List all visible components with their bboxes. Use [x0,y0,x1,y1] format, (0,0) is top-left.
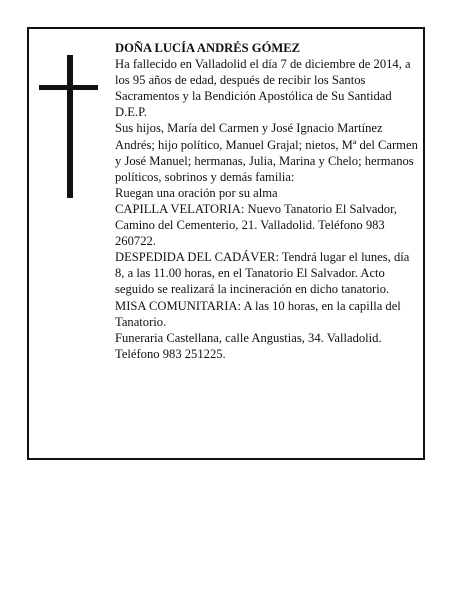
community-mass-info: MISA COMUNITARIA: A las 10 horas, en la capilla del Tanatorio. [115,298,401,329]
funeral-chapel-info: CAPILLA VELATORIA: Nuevo Tanatorio El Salvador, Camino del Cementerio, 21. Valladolid. Teléfono 983 260722. [115,201,397,249]
funeral-home-info: Funeraria Castellana, calle Angustias, 34. Valladolid. Teléfono 983 251225. [115,330,382,361]
notice-body [115,40,419,362]
deceased-name: DOÑA LUCÍA ANDRÉS GÓMEZ [115,41,301,55]
prayer-request: Ruegan una oración por su alma [115,185,278,200]
farewell-info: DESPEDIDA DEL CADÁVER: Tendrá lugar el lunes, día 8, a las 11.00 horas, en el Tanatorio El Salvador. Acto seguido se realizará la incineración en dicho tanatorio. [115,250,410,297]
death-announcement: Ha fallecido en Valladolid el día 7 de diciembre de 2014, a los 95 años de edad, después de recibir los Santos Sacramentos y la Bendición Apostólica de Su Santidad [115,57,411,104]
obituary-notice [27,27,425,460]
cross-vertical-bar [67,55,73,198]
family-members: Sus hijos, María del Carmen y José Ignacio Martínez Andrés; hijo político, Manuel Grajal; nietos, Mª del Carmen y José Manuel; hermanas, Julia, Marina y Chelo; hermanos políticos, sobrinos y demás familia: [115,121,418,184]
rest-in-peace: D.E.P. [115,105,147,120]
cross-horizontal-bar [39,85,98,90]
